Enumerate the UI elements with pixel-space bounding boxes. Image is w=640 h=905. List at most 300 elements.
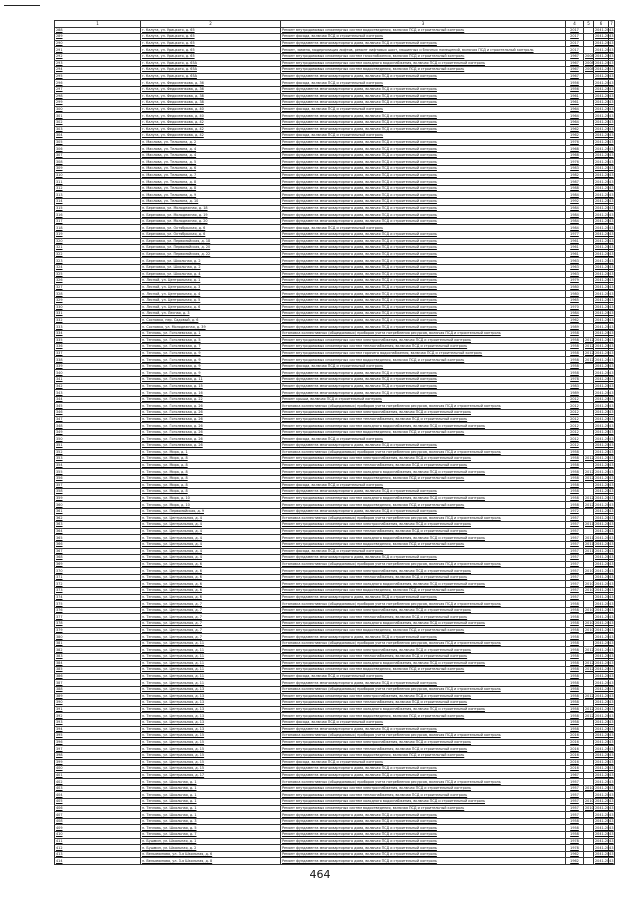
- address-cell: п. Тепловь, ул. Школьная, д. 1: [141, 812, 281, 819]
- row-number-cell: 309: [55, 166, 141, 173]
- planned-period-cell: 2041-2043: [595, 304, 614, 309]
- last-repair-year-cell: 2012: [585, 693, 594, 698]
- address-cell: п. Сосновка, пер. Садовый, д. 6: [141, 317, 281, 324]
- address-cell: п. Тепловь, ул. Центральная, д. 4: [141, 541, 281, 548]
- planned-period-cell: 2041-2043: [595, 575, 614, 580]
- planned-period-cell: 2041-2043: [595, 416, 614, 421]
- work-type-cell: Ремонт внутридомовых инженерных систем водоотведения, включая ПСД и строительный контроль: [281, 667, 566, 674]
- row-number-cell: 323: [55, 258, 141, 265]
- build-year-cell: 1964: [566, 106, 584, 113]
- table-row: [55, 654, 615, 661]
- work-type-cell: Ремонт фундамента многоквартирного дома, включая ПСД и строительный контроль: [281, 858, 566, 865]
- build-year-cell: 1958: [566, 607, 584, 614]
- table-row: [55, 159, 615, 166]
- address-cell: п. Тепловь, ул. Центральная, д. 15: [141, 766, 281, 773]
- work-type-cell: Ремонт внутридомовых инженерных систем электроснабжения, включая ПСД и строительный контроль: [281, 568, 566, 575]
- address-cell: г. Калуга, ул. Федосеенкова, д. 40: [141, 106, 281, 113]
- row-number-cell: 304: [55, 133, 141, 140]
- address-cell: п. Березовка, ул. Школьная, д. 2: [141, 264, 281, 271]
- row-number-cell: 375: [55, 601, 141, 608]
- build-year-cell: 1989: [566, 324, 584, 331]
- build-year-cell: 1958: [566, 660, 584, 667]
- last-repair-year-cell: [584, 851, 594, 858]
- address-cell: п. Тепловь, ул. Центральная, д. 7: [141, 634, 281, 641]
- work-type-cell: Ремонт фундамента многоквартирного дома, включая ПСД и строительный контроль: [281, 317, 566, 324]
- build-year-cell: 1958: [566, 495, 584, 502]
- table-row: [55, 502, 615, 509]
- planned-period-cell: 2041-2043: [595, 766, 614, 771]
- row-number-cell: 388: [55, 686, 141, 693]
- build-year-cell: 1963: [566, 258, 584, 265]
- last-repair-year-cell: [584, 640, 594, 647]
- work-type-cell: Ремонт внутридомовых инженерных систем холодного водоснабжения, включая ПСД и строительный контроль: [281, 469, 566, 476]
- build-year-cell: 1982: [566, 172, 584, 179]
- address-cell: г. Калуга, ул. Федосеенкова, д. 42: [141, 126, 281, 133]
- last-repair-year-cell: [584, 673, 594, 680]
- row-number-cell: 322: [55, 251, 141, 258]
- planned-period-cell: 2041-2043: [595, 700, 614, 705]
- table-row: [55, 719, 615, 726]
- planned-period-cell: 2041-2043: [595, 87, 614, 92]
- table-row: [55, 601, 615, 608]
- work-type-cell: Ремонт фундамента многоквартирного дома, включая ПСД и строительный контроль: [281, 245, 566, 252]
- planned-period-cell: 2041-2043: [595, 515, 614, 520]
- work-type-cell: Ремонт внутридомовых инженерных систем электроснабжения, включая ПСД и строительный контроль: [281, 607, 566, 614]
- last-repair-year-cell: [584, 126, 594, 133]
- build-year-cell: 1958: [566, 502, 584, 509]
- table-row: [55, 251, 615, 258]
- table-row: [55, 86, 615, 93]
- planned-period-cell: 2041-2043: [595, 80, 614, 85]
- table-row: [55, 733, 615, 740]
- last-repair-year-cell: [584, 739, 594, 746]
- last-repair-year-cell: [584, 232, 594, 239]
- planned-period-cell: 2041-2043: [595, 238, 614, 243]
- planned-period-cell: 2041-2043: [595, 746, 614, 751]
- row-number-cell: 288: [55, 27, 141, 34]
- table-row: [55, 785, 615, 792]
- build-year-cell: 1967: [566, 53, 584, 60]
- last-repair-year-cell: 2010: [585, 805, 594, 810]
- row-number-cell: 328: [55, 291, 141, 298]
- work-type-cell: Ремонт внутридомовых инженерных систем холодного водоснабжения, включая ПСД и строительный контроль: [281, 621, 566, 628]
- build-year-cell: 1957: [566, 555, 584, 562]
- build-year-cell: 1978: [566, 377, 584, 384]
- build-year-cell: 1962: [566, 317, 584, 324]
- build-year-cell: 2012: [566, 436, 584, 443]
- last-repair-year-cell: 2011: [585, 522, 594, 527]
- build-year-cell: 1958: [566, 489, 584, 496]
- build-year-cell: 1958: [566, 337, 584, 344]
- address-cell: п. Березовка, ул. Первомайская, д. 22: [141, 251, 281, 258]
- work-type-cell: Ремонт внутридомовых инженерных систем холодного водоснабжения, включая ПСД и строительный контроль: [281, 799, 566, 806]
- build-year-cell: 1958: [566, 614, 584, 621]
- address-cell: п. Вельяминова, ул. 3-я Школьная, д. 8: [141, 858, 281, 865]
- table-row: [55, 456, 615, 463]
- build-year-cell: 1961: [566, 251, 584, 258]
- address-cell: п. Тепловь, ул. Центральная, д. 6: [141, 594, 281, 601]
- table-row: [55, 818, 615, 825]
- address-cell: п. Тепловь, ул. Гоголевская, д. 26: [141, 443, 281, 450]
- work-type-cell: Ремонт внутридомовых инженерных систем водоотведения, включая ПСД и строительный контроль: [281, 27, 566, 34]
- planned-period-cell: 2041-2043: [595, 403, 614, 408]
- address-cell: п. Тепловь, ул. Гоголевская, д. 5: [141, 337, 281, 344]
- build-year-cell: 1957: [566, 541, 584, 548]
- row-number-cell: 384: [55, 660, 141, 667]
- planned-period-cell: 2041-2043: [595, 693, 614, 698]
- planned-period-cell: 2041-2043: [595, 792, 614, 797]
- last-repair-year-cell: [584, 100, 594, 107]
- build-year-cell: 1958: [566, 654, 584, 661]
- table-row: [55, 410, 615, 417]
- table-row: [55, 640, 615, 647]
- row-number-cell: 366: [55, 541, 141, 548]
- work-type-cell: Ремонт фундамента многоквартирного дома, включая ПСД и строительный контроль: [281, 838, 566, 845]
- build-year-cell: 2012: [566, 443, 584, 450]
- table-row: [55, 832, 615, 839]
- table-row: [55, 515, 615, 522]
- planned-period-cell: 2041-2043: [595, 581, 614, 586]
- build-year-cell: 1992: [566, 199, 584, 206]
- last-repair-year-cell: [584, 594, 594, 601]
- work-type-cell: Ремонт внутридомовых инженерных систем холодного водоснабжения, включая ПСД и строительный контроль: [281, 660, 566, 667]
- address-cell: г. Калуга, ул. Урицкого, д. 65: [141, 53, 281, 60]
- work-type-cell: Ремонт фундамента многоквартирного дома, включая ПСД и строительный контроль: [281, 680, 566, 687]
- build-year-cell: 1980: [566, 284, 584, 291]
- planned-period-cell: 2041-2043: [595, 430, 614, 435]
- work-type-cell: Ремонт фундамента многоквартирного дома, включая ПСД и строительный контроль: [281, 825, 566, 832]
- table-row: [55, 634, 615, 641]
- table-row: [55, 838, 615, 845]
- build-year-cell: 1958: [566, 647, 584, 654]
- planned-period-cell: 2041-2043: [595, 845, 614, 850]
- planned-period-cell: 2041-2043: [595, 93, 614, 98]
- planned-period-cell: 2041-2043: [595, 232, 614, 237]
- address-cell: п. Тепловь, ул. Гоголевская, д. 22: [141, 396, 281, 403]
- table-row: [55, 607, 615, 614]
- last-repair-year-cell: [584, 838, 594, 845]
- table-row: [55, 508, 615, 515]
- build-year-cell: 2016: [566, 733, 584, 740]
- last-repair-year-cell: 2012: [585, 357, 594, 362]
- planned-period-cell: 2041-2043: [595, 674, 614, 679]
- last-repair-year-cell: [584, 185, 594, 192]
- table-row: [55, 482, 615, 489]
- last-repair-year-cell: [584, 80, 594, 87]
- last-repair-year-cell: 2010: [585, 568, 594, 573]
- build-year-cell: 1984: [566, 205, 584, 212]
- build-year-cell: 2012: [566, 423, 584, 430]
- build-year-cell: 1972: [566, 508, 584, 515]
- planned-period-cell: 2041-2043: [595, 271, 614, 276]
- row-number-cell: 308: [55, 159, 141, 166]
- work-type-cell: Ремонт фундамента многоквартирного дома, включая ПСД и строительный контроль: [281, 278, 566, 285]
- address-cell: п. Тепловь, ул. Центральная, д. 7: [141, 601, 281, 608]
- col-header-5: 5: [584, 21, 594, 28]
- last-repair-year-cell: [584, 40, 594, 47]
- address-cell: п. Тепловь, ул. Центральная, д. 17: [141, 772, 281, 779]
- planned-period-cell: 2041-2043: [595, 291, 614, 296]
- table-row: [55, 792, 615, 799]
- work-type-cell: Ремонт внутридомовых инженерных систем теплоснабжения, включая ПСД и строительный контроль: [281, 574, 566, 581]
- last-repair-year-cell: [584, 119, 594, 126]
- address-cell: п. Березовка, ул. Молодежная, д. 18: [141, 205, 281, 212]
- work-type-cell: Ремонт фасада, включая ПСД и строительный контроль: [281, 436, 566, 443]
- planned-period-cell: 2041-2043: [595, 568, 614, 573]
- build-year-cell: 1963: [566, 271, 584, 278]
- last-repair-year-cell: [584, 225, 594, 232]
- work-type-cell: Ремонт фундамента многоквартирного дома, включая ПСД и строительный контроль: [281, 818, 566, 825]
- planned-period-cell: 2041-2043: [595, 529, 614, 534]
- planned-period-cell: 2041-2043: [595, 166, 614, 171]
- work-type-cell: Ремонт внутридомовых инженерных систем теплоснабжения, включая ПСД и строительный контроль: [281, 792, 566, 799]
- planned-period-cell: 2041-2043: [595, 759, 614, 764]
- work-type-cell: Ремонт фундамента многоквартирного дома, включая ПСД и строительный контроль: [281, 86, 566, 93]
- work-type-cell: Ремонт фундамента многоквартирного дома, включая ПСД и строительный контроль: [281, 508, 566, 515]
- row-number-cell: 290: [55, 40, 141, 47]
- planned-period-cell: 2041-2043: [595, 812, 614, 817]
- planned-period-cell: 2041-2043: [595, 225, 614, 230]
- build-year-cell: 1984: [566, 212, 584, 219]
- build-year-cell: 1958: [566, 363, 584, 370]
- row-number-cell: 320: [55, 238, 141, 245]
- row-number-cell: 316: [55, 212, 141, 219]
- last-repair-year-cell: [584, 614, 594, 621]
- address-cell: п. Тепловь, ул. Гоголевская, д. 26: [141, 429, 281, 436]
- last-repair-year-cell: [584, 416, 594, 423]
- address-cell: п. Тепловь, ул. Центральная, д. 4: [141, 548, 281, 555]
- build-year-cell: 1958: [566, 330, 584, 337]
- table-row: [55, 423, 615, 430]
- last-repair-year-cell: [584, 489, 594, 496]
- build-year-cell: 1961: [566, 100, 584, 107]
- build-year-cell: 1967: [566, 67, 584, 74]
- build-year-cell: 1984: [566, 225, 584, 232]
- table-row: [55, 390, 615, 397]
- last-repair-year-cell: [584, 528, 594, 535]
- address-cell: г. Калуга, ул. Урицкого, д. 65А: [141, 73, 281, 80]
- work-type-cell: Ремонт фундамента многоквартирного дома, включая ПСД и строительный контроль: [281, 284, 566, 291]
- table-row: [55, 475, 615, 482]
- planned-period-cell: 2041-2043: [595, 489, 614, 494]
- work-type-cell: Ремонт фундамента многоквартирного дома, включая ПСД и строительный контроль: [281, 152, 566, 159]
- planned-period-cell: 2041-2043: [595, 245, 614, 250]
- last-repair-year-cell: 2010: [585, 581, 594, 586]
- row-number-cell: 318: [55, 225, 141, 232]
- row-number-cell: 379: [55, 627, 141, 634]
- table-row: [55, 588, 615, 595]
- planned-period-cell: 2041-2043: [595, 634, 614, 639]
- last-repair-year-cell: [584, 462, 594, 469]
- table-row: [55, 805, 615, 812]
- table-row: [55, 60, 615, 67]
- address-cell: п. Лесной, ул. Центральная, д. 1: [141, 278, 281, 285]
- work-type-cell: Ремонт внутридомовых инженерных систем холодного водоснабжения, включая ПСД и строительный контроль: [281, 423, 566, 430]
- table-row: [55, 686, 615, 693]
- planned-period-cell: 2041-2043: [595, 60, 614, 65]
- work-type-cell: Ремонт внутридомовых инженерных систем водоотведения, включая ПСД и строительный контроль: [281, 805, 566, 812]
- row-number-cell: 372: [55, 581, 141, 588]
- planned-period-cell: 2041-2043: [595, 463, 614, 468]
- last-repair-year-cell: [584, 86, 594, 93]
- row-number-cell: 313: [55, 192, 141, 199]
- row-number-cell: 361: [55, 508, 141, 515]
- address-cell: п. Тепловь, ул. Мира, д. 8: [141, 489, 281, 496]
- planned-period-cell: 2041-2043: [595, 159, 614, 164]
- build-year-cell: 1957: [566, 812, 584, 819]
- address-cell: п. Тепловь, ул. Гоголевская, д. 9: [141, 363, 281, 370]
- row-number-cell: 350: [55, 436, 141, 443]
- planned-period-cell: 2041-2043: [595, 720, 614, 725]
- work-type-cell: Ремонт фундамента многоквартирного дома, включая ПСД и строительный контроль: [281, 185, 566, 192]
- work-type-cell: Ремонт внутридомовых инженерных систем горячего водоснабжения, включая ПСД и строительный контроль: [281, 350, 566, 357]
- last-repair-year-cell: [584, 93, 594, 100]
- address-cell: г. Калуга, ул. Федосеенкова, д. 38: [141, 93, 281, 100]
- address-cell: п. Тепловь, ул. Центральная, д. 7: [141, 621, 281, 628]
- planned-period-cell: 2041-2043: [595, 614, 614, 619]
- address-cell: п. Тепловь, ул. Школьная, д. 7: [141, 832, 281, 839]
- row-number-cell: 319: [55, 232, 141, 239]
- build-year-cell: 1958: [566, 726, 584, 733]
- address-cell: п. Тепловь, ул. Школьная, д. 1: [141, 779, 281, 786]
- planned-period-cell: 2041-2043: [595, 258, 614, 263]
- work-type-cell: Ремонт фундамента многоквартирного дома, включая ПСД и строительный контроль: [281, 126, 566, 133]
- build-year-cell: 1978: [566, 838, 584, 845]
- address-cell: п. Тепловь, ул. Центральная, д. 13: [141, 719, 281, 726]
- build-year-cell: 1958: [566, 469, 584, 476]
- build-year-cell: 1958: [566, 832, 584, 839]
- address-cell: г. Калуга, ул. Федосеенкова, д. 36: [141, 86, 281, 93]
- address-cell: г. Калуга, ул. Урицкого, д. 65: [141, 27, 281, 34]
- address-cell: п. Маслова, ул. Тельмана, д. 5: [141, 159, 281, 166]
- row-number-cell: 356: [55, 475, 141, 482]
- build-year-cell: 1958: [566, 475, 584, 482]
- table-row: [55, 673, 615, 680]
- address-cell: п. Маслова, ул. Тельмана, д. 4: [141, 152, 281, 159]
- work-type-cell: Установка коллективных (общедомовых) приборов учета потребления ресурсов, включая ПСД и строительный контроль: [281, 449, 566, 456]
- last-repair-year-cell: [584, 199, 594, 206]
- build-year-cell: 2017: [566, 40, 584, 47]
- planned-period-cell: 2041-2043: [595, 324, 614, 329]
- work-type-cell: Ремонт фундамента многоквартирного дома, включая ПСД и строительный контроль: [281, 172, 566, 179]
- row-number-cell: 359: [55, 495, 141, 502]
- row-number-cell: 365: [55, 535, 141, 542]
- table-row: [55, 330, 615, 337]
- build-year-cell: 1978: [566, 845, 584, 852]
- table-row: [55, 772, 615, 779]
- row-number-cell: 315: [55, 205, 141, 212]
- planned-period-cell: 2041-2043: [595, 555, 614, 560]
- row-number-cell: 380: [55, 634, 141, 641]
- col-header-7: 7: [610, 21, 613, 27]
- address-cell: п. Тепловь, ул. Центральная, д. 13: [141, 700, 281, 707]
- work-type-cell: Ремонт фундамента многоквартирного дома, включая ПСД и строительный контроль: [281, 199, 566, 206]
- work-type-cell: Ремонт фундамента многоквартирного дома, включая ПСД и строительный контроль: [281, 212, 566, 219]
- row-number-cell: 303: [55, 126, 141, 133]
- work-type-cell: Ремонт фасада, включая ПСД и строительный контроль: [281, 759, 566, 766]
- table-row: [55, 106, 615, 113]
- row-number-cell: 334: [55, 330, 141, 337]
- planned-period-cell: 2041-2043: [595, 364, 614, 369]
- row-number-cell: 339: [55, 363, 141, 370]
- address-cell: г. Калуга, ул. Урицкого, д. 65: [141, 40, 281, 47]
- build-year-cell: 1958: [566, 693, 584, 700]
- build-year-cell: 1958: [566, 686, 584, 693]
- work-type-cell: Ремонт фасада, включая ПСД и строительный контроль: [281, 34, 566, 41]
- table-row: [55, 713, 615, 720]
- address-cell: п. Тепловь, ул. Мира, д. 8: [141, 475, 281, 482]
- table-row: [55, 766, 615, 773]
- work-type-cell: Ремонт внутридомовых инженерных систем электроснабжения, включая ПСД и строительный контроль: [281, 647, 566, 654]
- planned-period-cell: 2041-2043: [595, 779, 614, 784]
- work-type-cell: Ремонт фасада, включая ПСД и строительный контроль: [281, 363, 566, 370]
- row-number-cell: 362: [55, 515, 141, 522]
- last-repair-year-cell: [584, 719, 594, 726]
- last-repair-year-cell: [584, 383, 594, 390]
- address-cell: п. Тепловь, ул. Центральная, д. 15: [141, 752, 281, 759]
- address-cell: п. Тепловь, ул. Центральная, д. 13: [141, 726, 281, 733]
- work-type-cell: Установка коллективных (общедомовых) приборов учета потребления ресурсов, включая ПСД и строительный контроль: [281, 403, 566, 410]
- address-cell: п. Тепловь, ул. Центральная, д. 13: [141, 693, 281, 700]
- last-repair-year-cell: [584, 113, 594, 120]
- work-type-cell: Установка коллективных (общедомовых) приборов учета потребления ресурсов, включая ПСД и строительный контроль: [281, 515, 566, 522]
- last-repair-year-cell: 2012: [585, 707, 594, 712]
- table-row: [55, 377, 615, 384]
- address-cell: п. Тепловь, ул. Мира, д. 8: [141, 469, 281, 476]
- last-repair-year-cell: 2008: [585, 60, 594, 65]
- planned-period-cell: 2041-2043: [595, 331, 614, 336]
- row-number-cell: 392: [55, 713, 141, 720]
- row-number-cell: 393: [55, 719, 141, 726]
- table-row: [55, 693, 615, 700]
- work-type-cell: Ремонт внутридомовых инженерных систем водоотведения, включая ПСД и строительный контроль: [281, 429, 566, 436]
- work-type-cell: Ремонт фундамента многоквартирного дома, включая ПСД и строительный контроль: [281, 555, 566, 562]
- planned-period-cell: 2041-2043: [595, 772, 614, 777]
- last-repair-year-cell: [584, 654, 594, 661]
- last-repair-year-cell: [584, 515, 594, 522]
- table-row: [55, 489, 615, 496]
- last-repair-year-cell: [584, 146, 594, 153]
- row-number-cell: 408: [55, 818, 141, 825]
- row-number-cell: 345: [55, 403, 141, 410]
- planned-period-cell: 2041-2043: [595, 825, 614, 830]
- address-cell: п. Тепловь, ул. Школьная, д. 1: [141, 792, 281, 799]
- address-cell: п. Лесной, ул. Центральная, д. 4: [141, 291, 281, 298]
- table-row: [55, 449, 615, 456]
- planned-period-cell: 2041-2043: [595, 153, 614, 158]
- build-year-cell: 1968: [566, 146, 584, 153]
- planned-period-cell: 2041-2043: [595, 192, 614, 197]
- address-cell: п. Маслова, ул. Тельмана, д. 9: [141, 192, 281, 199]
- table-row: [55, 522, 615, 529]
- row-number-cell: 314: [55, 199, 141, 206]
- work-type-cell: Ремонт внутридомовых инженерных систем электроснабжения, включая ПСД и строительный контроль: [281, 693, 566, 700]
- row-number-cell: 369: [55, 561, 141, 568]
- build-year-cell: 1983: [566, 166, 584, 173]
- row-number-cell: 370: [55, 568, 141, 575]
- build-year-cell: 1957: [566, 588, 584, 595]
- last-repair-year-cell: [584, 238, 594, 245]
- build-year-cell: 1961: [566, 245, 584, 252]
- planned-period-cell: 2041-2043: [595, 476, 614, 481]
- planned-period-cell: 2041-2043: [595, 832, 614, 837]
- address-cell: п. Тепловь, ул. Школьная, д. 5: [141, 825, 281, 832]
- address-cell: п. Тепловь, ул. Центральная, д. 11: [141, 680, 281, 687]
- last-repair-year-cell: [584, 561, 594, 568]
- planned-period-cell: 2041-2043: [595, 383, 614, 388]
- build-year-cell: 1956: [566, 80, 584, 87]
- planned-period-cell: 2041-2043: [595, 627, 614, 632]
